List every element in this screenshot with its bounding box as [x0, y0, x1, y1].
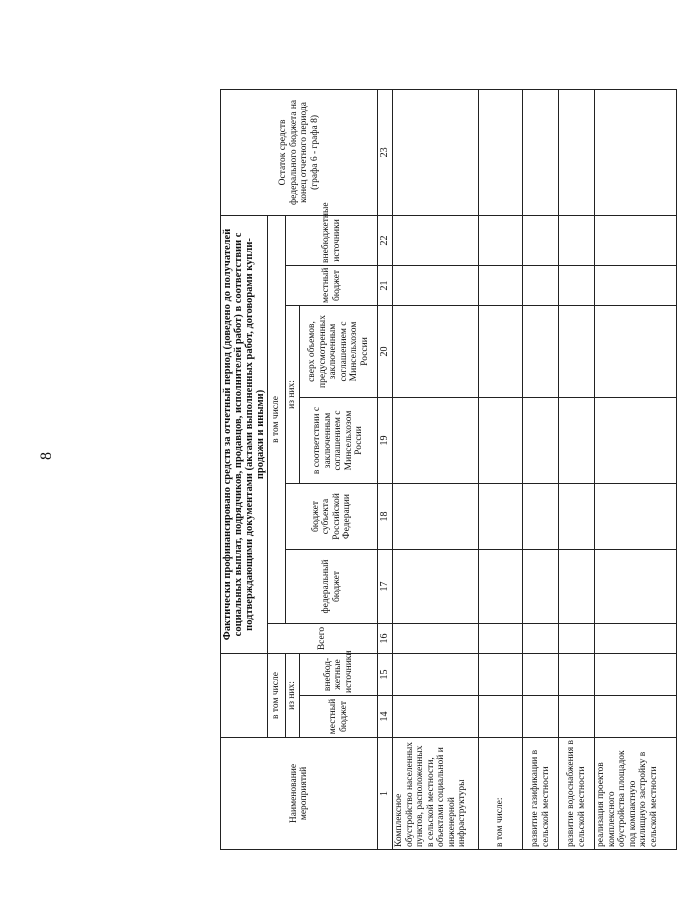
table-cell: [479, 398, 523, 484]
table-cell: [595, 306, 677, 398]
table-row: [393, 89, 479, 849]
header-col18: бюджет субъекта Российской Федерации: [286, 484, 378, 550]
header-col17: федеральный бюджет: [286, 550, 378, 624]
table-cell: [523, 215, 559, 265]
col-number: 23: [378, 89, 393, 215]
header-name: Наименование мероприятий: [221, 738, 378, 850]
table-cell: [559, 215, 595, 265]
header-group-right: в том числе: [268, 215, 286, 623]
table-cell: [523, 696, 559, 738]
page-number: 8: [38, 452, 55, 460]
col-number: 14: [378, 696, 393, 738]
column-number-row: [378, 89, 393, 849]
header-group-left: в том числе: [268, 654, 286, 738]
table-cell: [523, 624, 559, 654]
header-main-title: Фактически профинансировано средств за отчетный период (доведено до получателей социальных выплат, подрядчиков, продавцов, исполнителей работ) в соответствии с подтверждающими документами (актами выполненных работ, договорами купли-продажи и иными): [221, 215, 268, 653]
table-cell: [393, 624, 479, 654]
table-cell: [595, 654, 677, 696]
table-cell: [479, 89, 523, 215]
header-group-left-sub: из них:: [286, 654, 300, 738]
table-cell: [559, 696, 595, 738]
table-cell: [393, 696, 479, 738]
table-row: [559, 89, 595, 849]
table-cell: [393, 215, 479, 265]
table-cell: [479, 654, 523, 696]
table-cell: [595, 398, 677, 484]
col-number: 19: [378, 398, 393, 484]
header-col21: местный бюджет: [286, 266, 378, 306]
table-row: [523, 89, 559, 849]
col-number: 18: [378, 484, 393, 550]
table-cell: [479, 696, 523, 738]
table-cell: [393, 654, 479, 696]
table-cell: [559, 654, 595, 696]
table-row: [595, 89, 677, 849]
table-cell: [393, 484, 479, 550]
table-cell: [523, 89, 559, 215]
table-cell: [393, 550, 479, 624]
table-cell: [595, 550, 677, 624]
table-cell: [479, 484, 523, 550]
table-cell: [595, 624, 677, 654]
table-cell: [479, 624, 523, 654]
table-cell: [479, 215, 523, 265]
table-cell: [559, 398, 595, 484]
table-cell: [523, 266, 559, 306]
col-number: 1: [378, 738, 393, 850]
table-cell: [595, 266, 677, 306]
table-cell: [559, 624, 595, 654]
table-cell: [479, 306, 523, 398]
table-cell: [523, 484, 559, 550]
table-cell: [559, 89, 595, 215]
table-cell: [523, 398, 559, 484]
report-table-sheet: [220, 90, 660, 850]
table-cell: [595, 484, 677, 550]
table-cell: [559, 306, 595, 398]
financing-table: [220, 89, 677, 850]
table-cell: [393, 306, 479, 398]
table-cell: [595, 696, 677, 738]
table-row: [479, 89, 523, 849]
header-col23: Остаток средств федерального бюджета на конец отчетного периода (графа 6 - графа 8): [221, 89, 378, 215]
header-group-right-sub: из них:: [286, 306, 300, 484]
header-spacer: [221, 654, 268, 738]
header-col14: местный бюджет: [300, 696, 378, 738]
table-cell: [523, 550, 559, 624]
col-number: 15: [378, 654, 393, 696]
table-cell: [393, 398, 479, 484]
table-cell: [393, 266, 479, 306]
row-label: реализация проектов комплексного обустройства площадок под компактную жилищную застройку в сельской местности: [595, 738, 677, 850]
row-label: в том числе:: [479, 738, 523, 850]
col-number: 20: [378, 306, 393, 398]
table-cell: [595, 215, 677, 265]
table-cell: [559, 550, 595, 624]
table-cell: [523, 654, 559, 696]
col-number: 22: [378, 215, 393, 265]
header-col16: Всего: [268, 624, 378, 654]
table-cell: [393, 89, 479, 215]
table-cell: [479, 550, 523, 624]
col-number: 17: [378, 550, 393, 624]
header-col19: в соответствии с заключенным соглашением с Минсельхозом России: [300, 398, 378, 484]
row-label: Комплексное обустройство населенных пунктов, расположенных в сельской местности, объектами социальной и инженерной инфраструктуры: [393, 738, 479, 850]
row-label: развитие водоснабжения в сельской местности: [559, 738, 595, 850]
row-label: развитие газификации в сельской местности: [523, 738, 559, 850]
table-cell: [523, 306, 559, 398]
table-cell: [479, 266, 523, 306]
table-cell: [559, 484, 595, 550]
col-number: 16: [378, 624, 393, 654]
table-cell: [595, 89, 677, 215]
header-col15: внебюд-жетные источники: [300, 654, 378, 696]
header-col20: сверх объемов, предусмотренных заключенным соглашением с Минсельхозом России: [300, 306, 378, 398]
header-col22: внебюджетные источники: [286, 215, 378, 265]
table-cell: [559, 266, 595, 306]
col-number: 21: [378, 266, 393, 306]
